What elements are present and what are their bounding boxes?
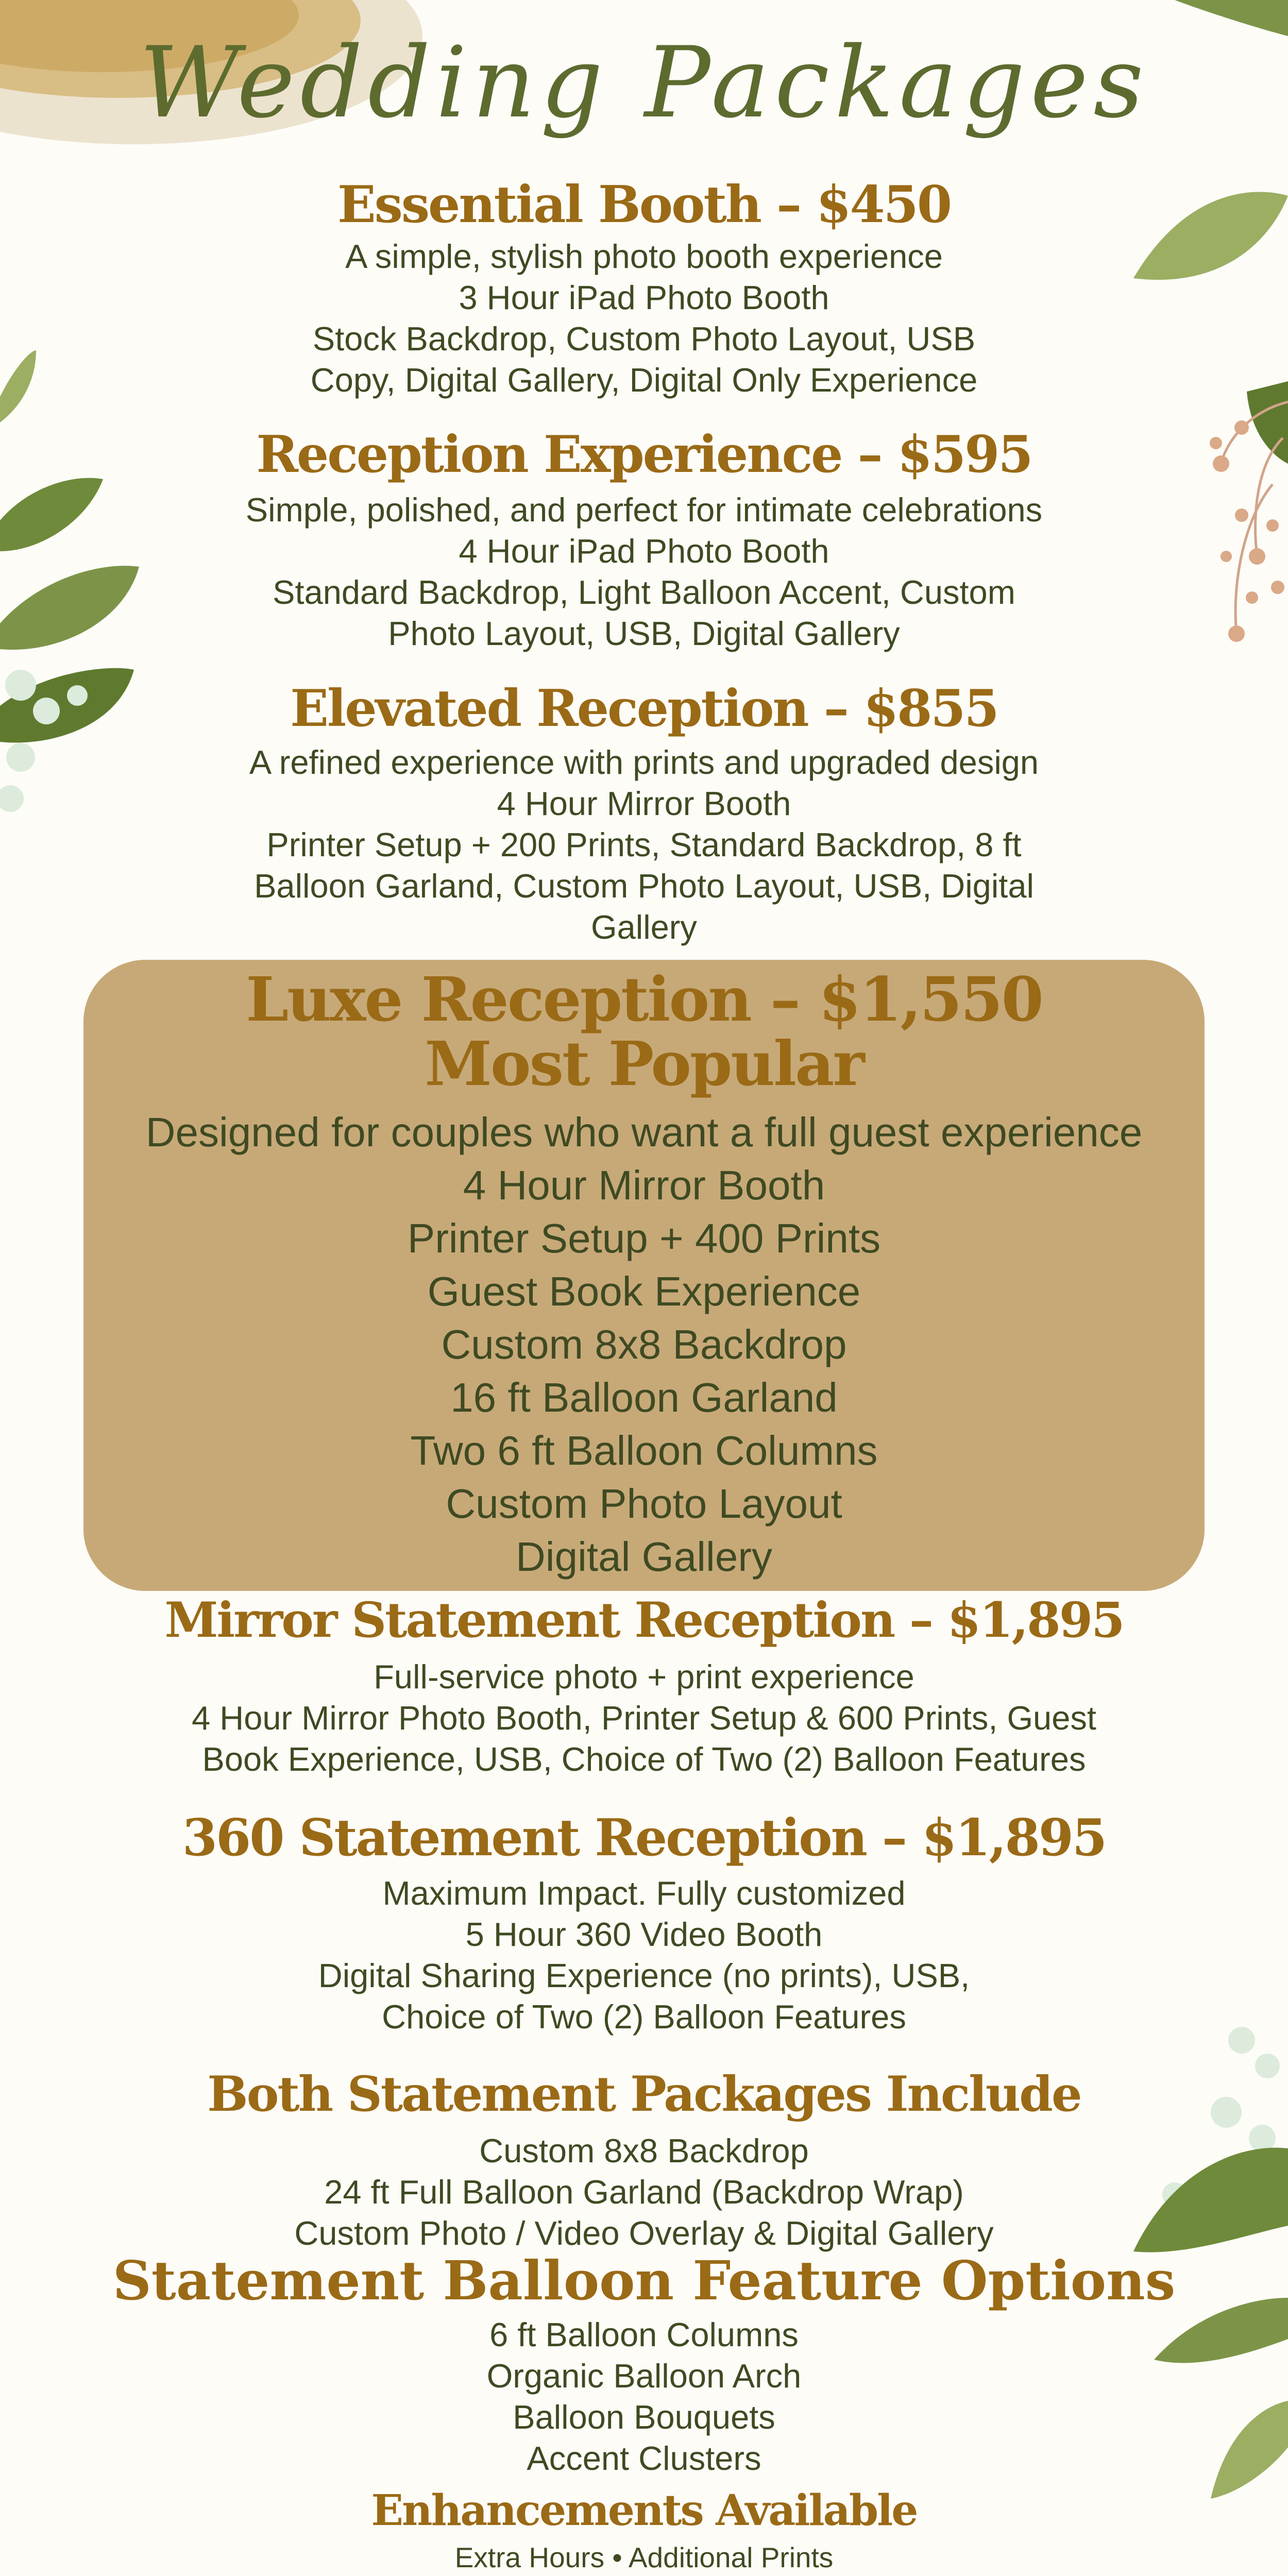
package-details-reception: Simple, polished, and perfect for intimate celebrations 4 Hour iPad Photo Booth Standard Backdrop, Light Balloon Accent, Custom Photo Layout, USB, Digital Gallery — [245, 491, 1043, 652]
package-heading-360-statement: 360 Statement Reception – $1,895 — [182, 1808, 1106, 1868]
package-heading-essential: Essential Booth – $450 — [337, 175, 951, 234]
package-heading-elevated: Elevated Reception – $855 — [290, 679, 998, 738]
statement-includes-heading: Both Statement Packages Include — [207, 2066, 1081, 2123]
enhancements-heading: Enhancements Available — [371, 2486, 917, 2535]
most-popular-badge: Most Popular — [425, 1028, 863, 1099]
page-title: Wedding Packages — [139, 26, 1149, 140]
statement-includes-list: Custom 8x8 Backdrop 24 ft Full Balloon Garland (Backdrop Wrap) Custom Photo / Video Overlay & Digital Gallery — [294, 2132, 994, 2252]
package-details-essential: A simple, stylish photo booth experience 3 Hour iPad Photo Booth Stock Backdrop, Custom Photo Layout, USB Copy, Digital Gallery, Digital Only Experience — [310, 238, 978, 399]
balloon-options-list: 6 ft Balloon Columns Organic Balloon Arch Balloon Bouquets Accent Clusters — [486, 2316, 802, 2477]
package-details-luxe: Designed for couples who want a full guest experience 4 Hour Mirror Booth Printer Setup + 400 Prints Guest Book Experience Custom 8x8 Backdrop 16 ft Balloon Garland Two 6 ft Balloon Columns Custom Photo Layout Digital Gallery — [145, 1109, 1143, 1580]
package-details-mirror-statement: Full-service photo + print experience 4 Hour Mirror Photo Booth, Printer Setup & 600 Prints, Guest Book Experience, USB, Choice of Two (2) Balloon Features — [192, 1658, 1096, 1778]
package-details-360-statement: Maximum Impact. Fully customized 5 Hour 360 Video Booth Digital Sharing Experience (no prints), USB, Choice of Two (2) Balloon Features — [318, 1874, 970, 2036]
enhancements-list: Extra Hours • Additional Prints — [454, 2541, 834, 2573]
balloon-options-heading: Statement Balloon Feature Options — [112, 2249, 1176, 2312]
package-heading-mirror-statement: Mirror Statement Reception – $1,895 — [164, 1592, 1124, 1649]
package-heading-luxe: Luxe Reception – $1,550 — [246, 963, 1042, 1035]
package-details-elevated: A refined experience with prints and upgraded design 4 Hour Mirror Booth Printer Setup + 200 Prints, Standard Backdrop, 8 ft Balloon Garland, Custom Photo Layout, USB, Digital Gallery — [249, 743, 1039, 946]
package-heading-reception: Reception Experience – $595 — [256, 425, 1032, 484]
